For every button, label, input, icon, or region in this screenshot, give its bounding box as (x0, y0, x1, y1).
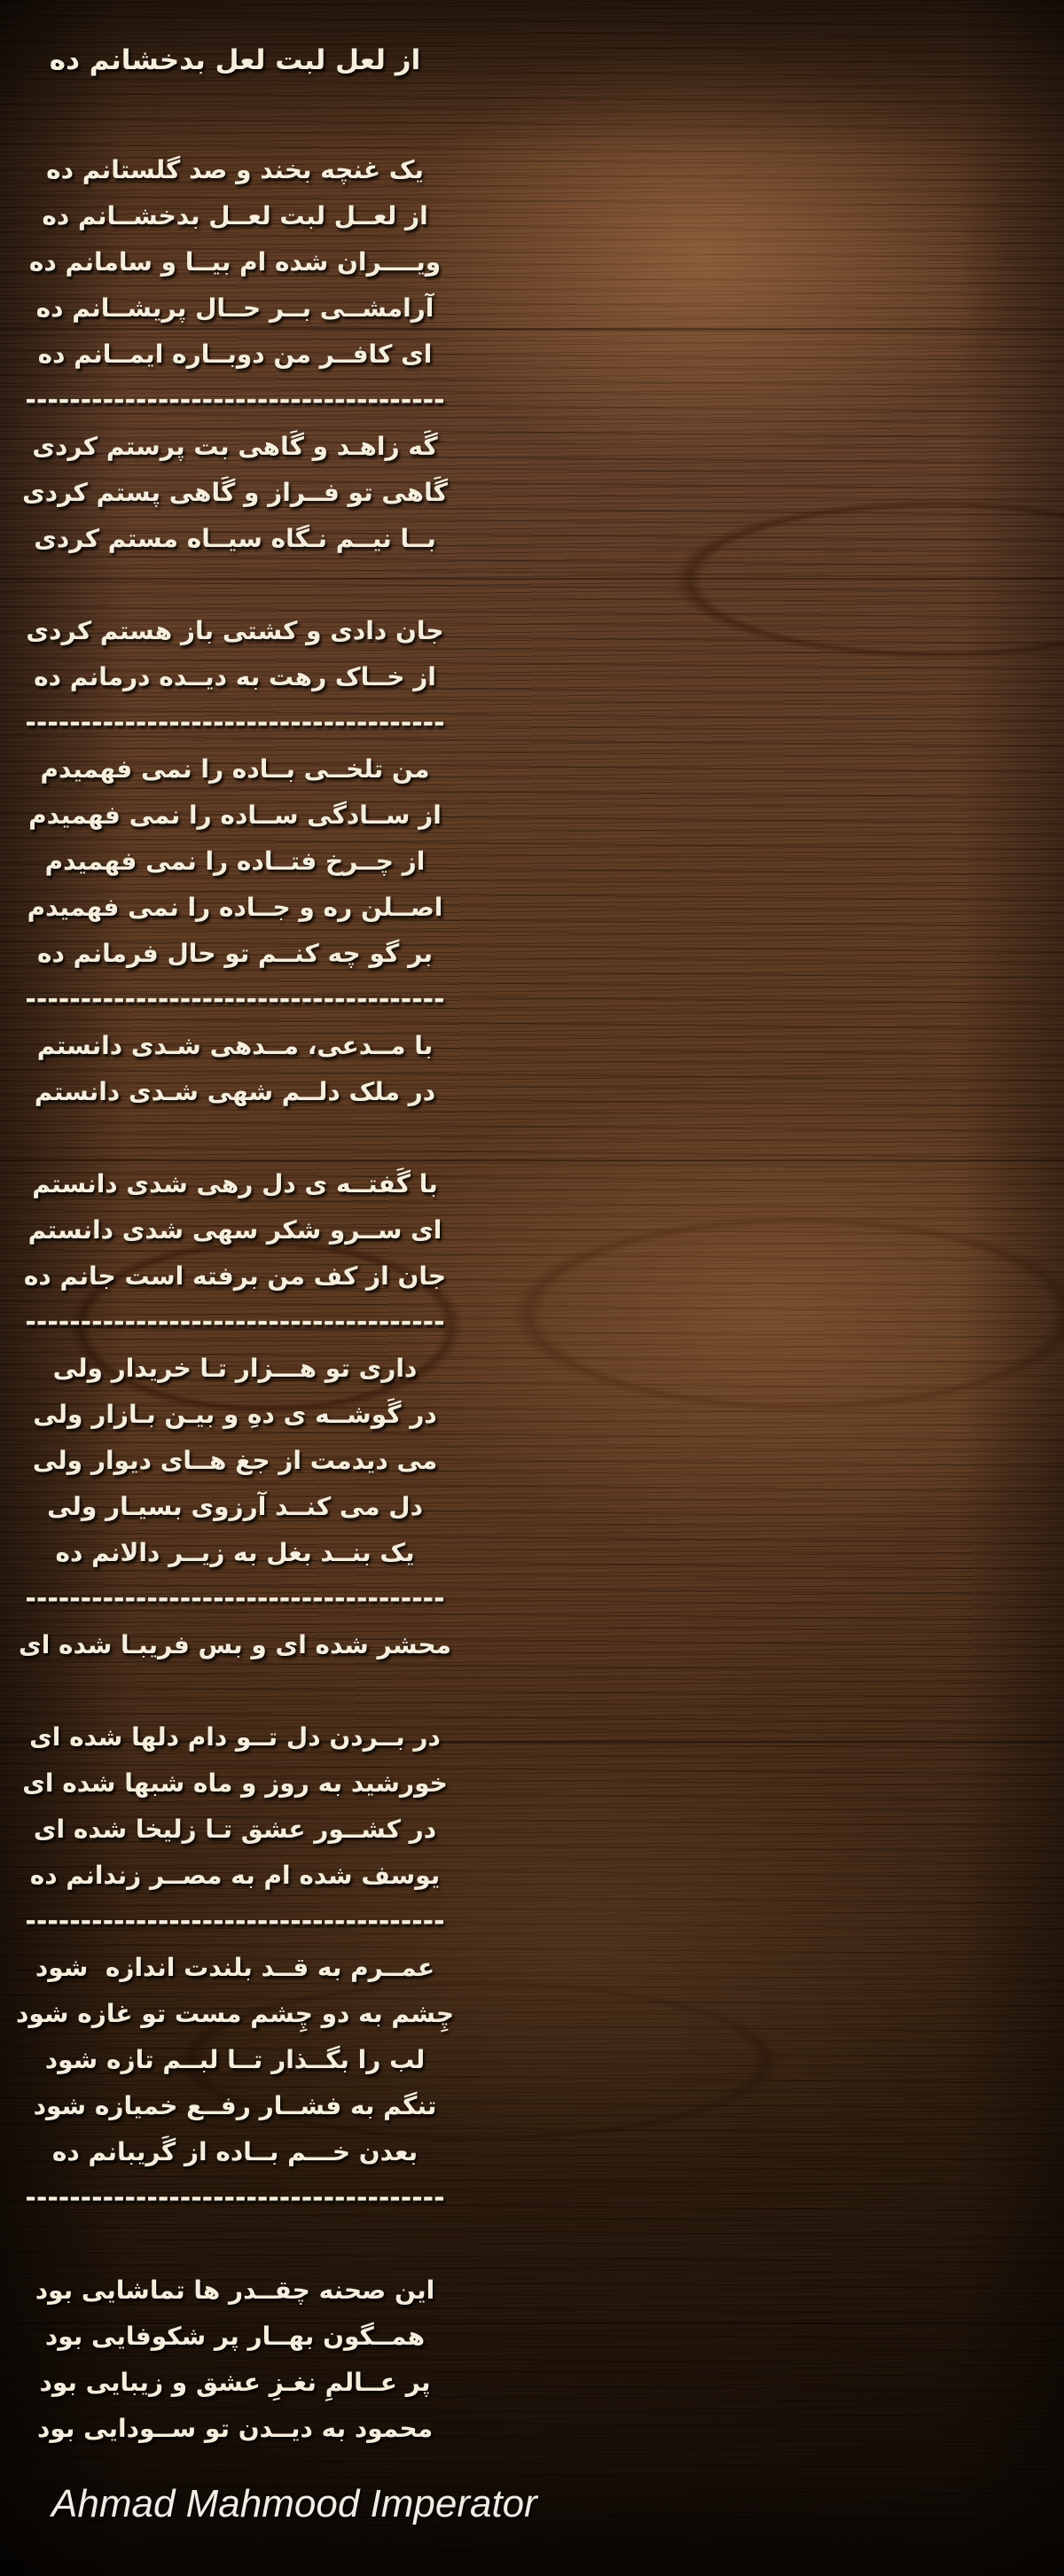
poem-line: همــگون بهــار پر شکوفایی بود (44, 2321, 426, 2351)
poem-line: گَاهی تو فــراز و گَاهی پستم کردی (22, 477, 448, 507)
poem-line: از خــاک رهت به دیــده درمانم ده (34, 661, 436, 691)
poem-line: اصــلن ره و جــاده را نمی فهمیدم (27, 892, 443, 922)
stanza-separator: -------------------------------------- (25, 983, 445, 1015)
poem-line: من تلخــی بــاده را نمی فهمیدم (40, 753, 430, 784)
stanza-gap (0, 1667, 470, 1713)
poem-line: محمود به دیــدن تو ســودایی بود (36, 2413, 434, 2443)
poem-line: لب را بگــذار تــا لبــم تازه شود (44, 2044, 426, 2074)
poem-line: چِشم به دو چِشم مست تو غازه شود (15, 1998, 455, 2028)
stanza-separator: -------------------------------------- (25, 2182, 445, 2213)
poem-line: محشر شده ای و بس فریبـا شده ای (19, 1629, 451, 1659)
stanza-separator: -------------------------------------- (25, 706, 445, 738)
poem-line: از چــرخ فتــاده را نمی فهمیدم (44, 846, 426, 876)
poem-body (0, 146, 470, 2451)
stanza-separator: -------------------------------------- (25, 1306, 445, 1338)
poem-line: از لعــل لبت لعــل بدخشــانم ده (42, 200, 428, 230)
poem-line: با گَفتــه ی دل رهی شدی دانستم (32, 1168, 438, 1198)
poem-line: عمــرم به قــد بلندت اندازه شود (35, 1952, 435, 1982)
poem-line: یک غنچه بخند و صد گلستانم ده (46, 154, 424, 184)
poem-line: با مــدعی، مــدهی شـدی دانستم (36, 1030, 434, 1060)
stanza-separator: -------------------------------------- (25, 1905, 445, 1937)
poem-title: از لعل لبت لعل بدخشانم ده (49, 44, 421, 76)
poem-line: جان از کف من برفته است جانم ده (23, 1261, 447, 1291)
poem-line: در بــردن دل تــو دام دلها شده ای (29, 1721, 441, 1752)
stanza-gap (0, 1114, 470, 1160)
poem-line: جان دادی و کشتی باز هستم کردی (26, 615, 444, 645)
author-signature: Ahmad Mahmood Imperator (51, 2482, 537, 2525)
poem-line: بعدن خـــم بــاده از گَریبانم ده (51, 2136, 419, 2166)
poem-line: در گَوشــه ی دهِ و بیـن بـازار ولی (33, 1399, 437, 1429)
stanza-gap (0, 2221, 470, 2267)
poem-line: ویــــران شده ام بیــا و سامانم ده (28, 246, 442, 277)
poem-line: گَه زاهـد و گَاهی بت پرستم کردی (32, 431, 438, 461)
stanza-gap (0, 561, 470, 607)
poem-line: یک بنــد بغل به زیــر دالانم ده (55, 1537, 415, 1567)
poem-line: می دیدمت از جغ هــای دیوار ولی (32, 1445, 438, 1475)
poem-line: ای ســرو شکر سهی شدی دانستم (27, 1214, 442, 1245)
poem-line: آرامشــی بــر حــال پریشــانم ده (35, 293, 434, 323)
poem-line: ای کافــر من دوبــاره ایمــانم ده (37, 339, 433, 369)
poem-line: از ســادگی ســاده را نمی فهمیدم (28, 800, 442, 830)
poem-line: بر گو چه کنــم تو حال فرمانم ده (37, 938, 434, 968)
poem-line: یوسف شده ام به مصــر زندانم ده (29, 1860, 441, 1890)
stanza-separator: -------------------------------------- (25, 384, 445, 416)
poem-line: در ملک دلــم شهی شـدی دانستم (34, 1076, 436, 1106)
poem-line: دل می کنــد آرزوی بسیـار ولی (47, 1491, 423, 1521)
poem-line: پر عــالمِ نغـزِ عشق و زیبایی بود (39, 2367, 431, 2397)
poem-line: این صحنه چقــدر ها تماشایی بود (35, 2275, 435, 2305)
stanza-separator: -------------------------------------- (25, 1582, 445, 1614)
poem-line: خورشید به روز و ماه شبها شده ای (22, 1768, 448, 1798)
poem-line: داری تو هـــزار تـا خریدار ولی (52, 1353, 418, 1383)
poem-line: تنگم به فشــار رفــع خمیازه شود (33, 2090, 437, 2120)
poem-line: در کشــور عشق تـا زلیخا شده ای (33, 1814, 437, 1844)
poem-line: بــا نیــم نـگاه سیــاه مستم کردی (34, 523, 436, 553)
